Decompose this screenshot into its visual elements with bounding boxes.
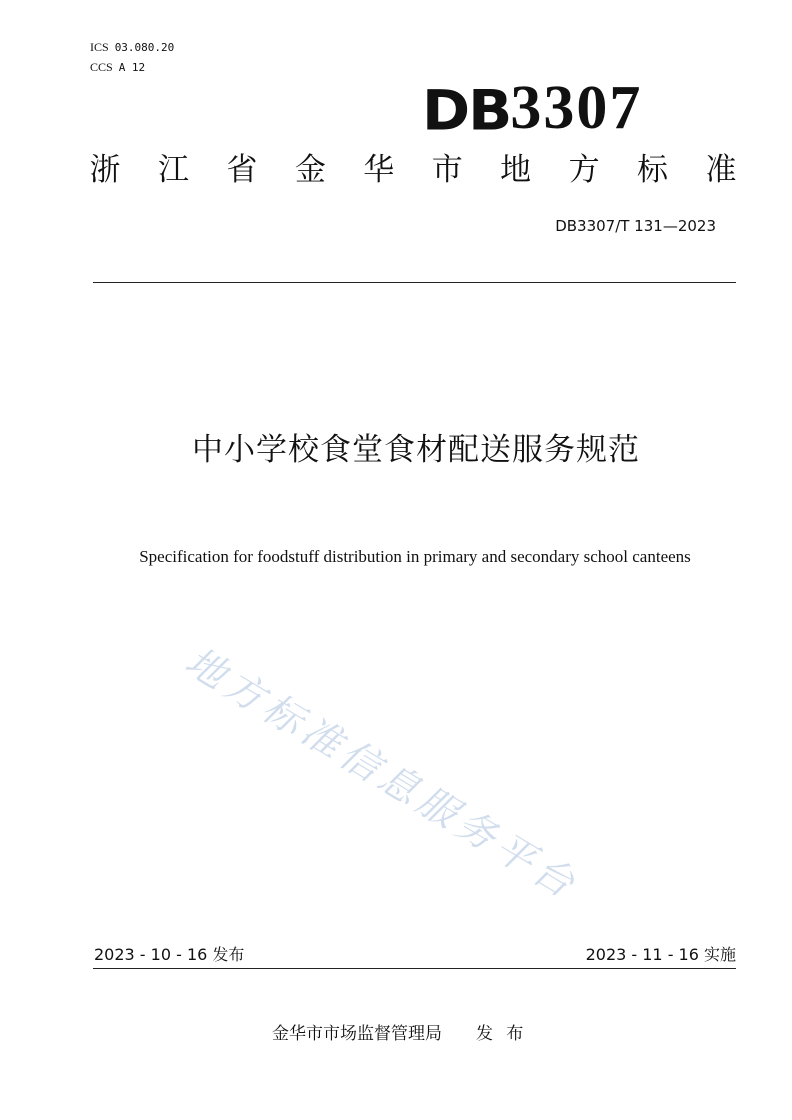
db-standard-logo [422, 68, 643, 143]
ics-value: 03.080.20 [114, 41, 175, 54]
standard-organization-title [88, 150, 738, 190]
publish-label: 发 布 [476, 1024, 528, 1044]
org-char: 浙 [89, 152, 121, 188]
db-logo-letters: DB [422, 78, 511, 143]
org-char: 江 [157, 152, 189, 188]
ics-label: ICS [90, 40, 109, 54]
implementation-date: 2023 - 11 - 16 实施 [585, 945, 736, 964]
standard-number: DB3307/T 131—2023 [555, 217, 716, 235]
org-char: 华 [363, 152, 395, 188]
top-divider [93, 282, 736, 283]
ccs-code [90, 60, 145, 75]
publisher-line [272, 1022, 527, 1046]
db-logo-number: 3307 [510, 74, 643, 142]
ics-code [90, 40, 174, 55]
english-title: Specification for foodstuff distribution in primary and secondary school canteens [139, 547, 691, 566]
org-char: 地 [500, 152, 532, 188]
ccs-value: A 12 [118, 61, 146, 74]
org-char: 市 [431, 152, 463, 188]
watermark: 地方标准信息服务平台 [177, 639, 587, 910]
ccs-label: CCS [90, 60, 113, 74]
org-char: 准 [705, 152, 737, 188]
org-char: 方 [568, 152, 600, 188]
org-char: 金 [294, 152, 326, 188]
org-char: 标 [637, 152, 668, 188]
issue-date: 2023 - 10 - 16 发布 [94, 945, 245, 964]
publisher-name: 金华市市场监督管理局 [272, 1024, 442, 1044]
chinese-title: 中小学校食堂食材配送服务规范 [192, 432, 640, 468]
bottom-divider [93, 968, 736, 969]
org-char: 省 [226, 152, 258, 188]
